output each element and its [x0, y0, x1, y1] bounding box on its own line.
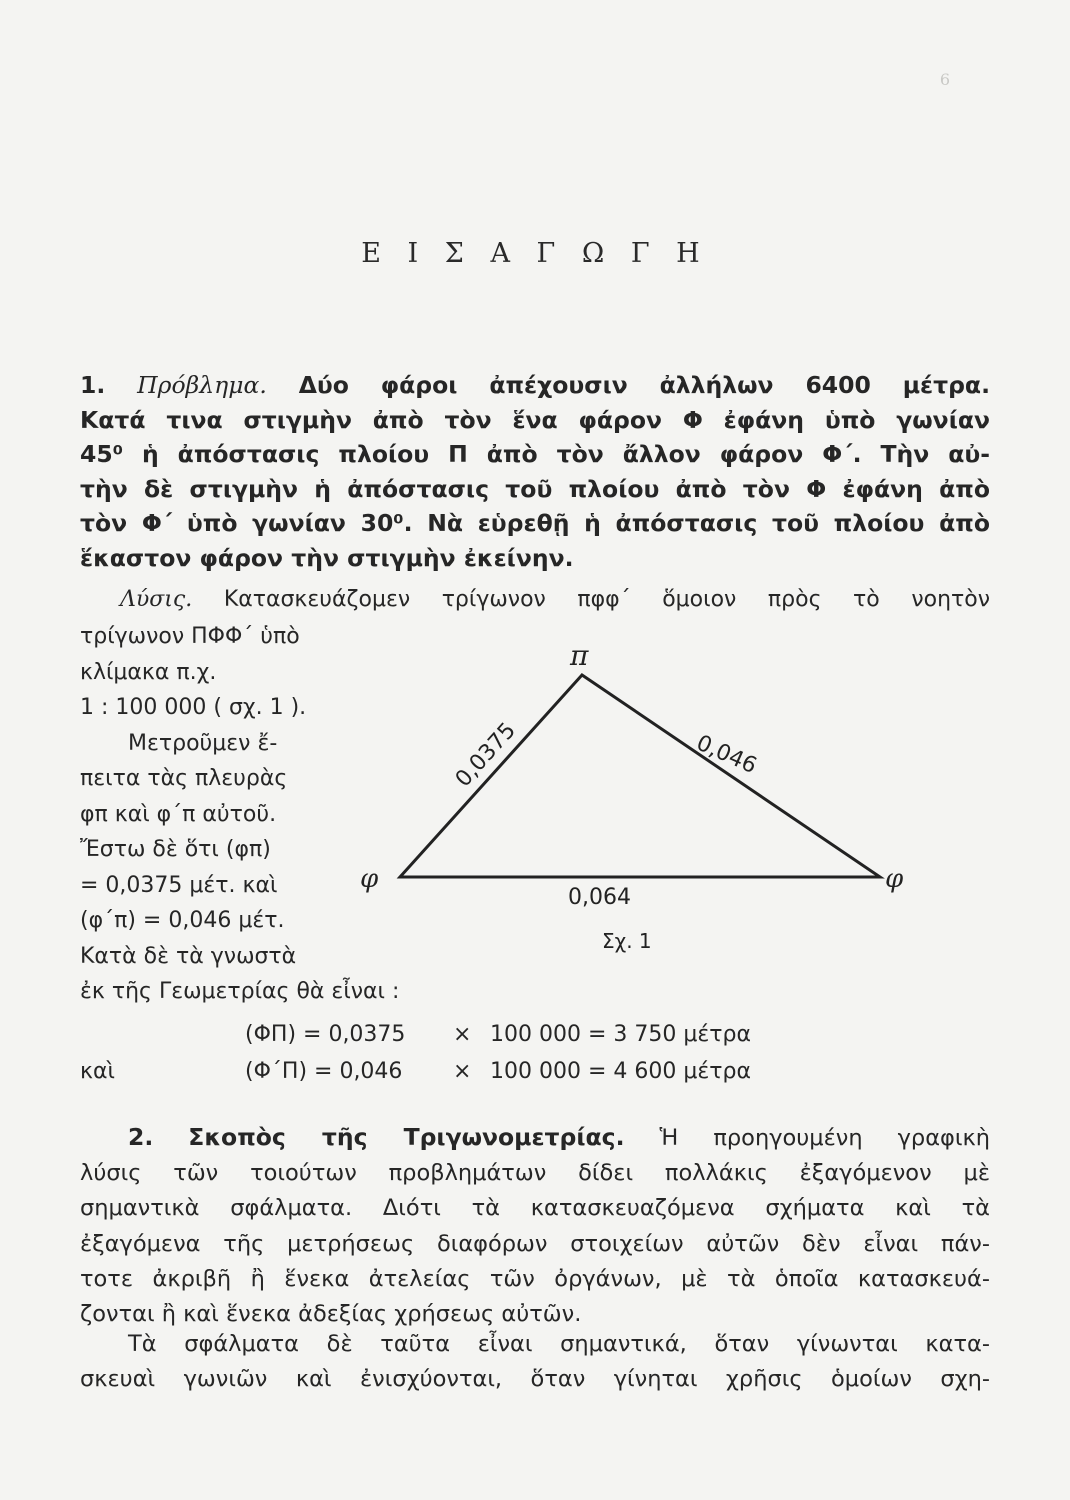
- equation-row-2-right: 100 000 = 4 600 μέτρα: [490, 1059, 751, 1084]
- equation-row-1-times: ×: [453, 1022, 472, 1047]
- vertex-phi-right-label: φ: [885, 864, 904, 894]
- solution-label: Λύσις.: [120, 587, 193, 612]
- vertex-pi-label: π: [570, 640, 589, 672]
- paragraph-3-line: σκευαὶ γωνιῶν καὶ ἐνισχύονται, ὅταν γίνηται χρῆσις ὁμοίων σχη-: [80, 1366, 990, 1393]
- paragraph-3: [80, 1327, 990, 1397]
- solution-line: Μετροῦμεν ἔ-: [128, 730, 278, 756]
- section-2-line: ζονται ἢ καὶ ἕνεκα ἀδεξίας χρήσεως αὐτῶν.: [80, 1301, 582, 1328]
- section-2-title: Σκοπὸς τῆς Τριγωνομετρίας.: [188, 1123, 625, 1151]
- page-heading: Ε Ι Σ Α Γ Ω Γ Η: [361, 238, 709, 269]
- section-2-line: ἐξαγόμενα τῆς μετρήσεως διαφόρων στοιχείων αὐτῶν δὲν εἶναι πάν-: [80, 1230, 990, 1257]
- solution-line: πειτα τὰς πλευρὰς: [80, 766, 288, 791]
- problem-line-3: 45⁰ ἡ ἀπόστασις πλοίου Π ἀπὸ τὸν ἄλλον φάρον Φ΄. Τὴν αὐ-: [80, 440, 990, 469]
- section-2-line: σημαντικὰ σφάλματα. Διότι τὰ κατασκευαζόμενα σχήματα καὶ τὰ: [80, 1195, 990, 1222]
- equation-kai: καὶ: [80, 1059, 115, 1084]
- solution-column: [80, 619, 400, 1010]
- equation-row-1-right: 100 000 = 3 750 μέτρα: [490, 1022, 751, 1047]
- solution-line: (φ΄π) = 0,046 μέτ.: [80, 908, 285, 933]
- side-left-label: 0,0375: [450, 718, 521, 793]
- solution-line: = 0,0375 μέτ. καὶ: [80, 872, 278, 898]
- page-number: 6: [939, 70, 950, 89]
- section-2-line-1: 2. Σκοπὸς τῆς Τριγωνομετρίας. Ἡ προηγουμένη γραφικὴ: [128, 1123, 991, 1151]
- section-2-number: 2.: [128, 1123, 154, 1151]
- solution-line: φπ καὶ φ΄π αὐτοῦ.: [80, 801, 277, 827]
- section-2-paragraph: [80, 1120, 990, 1332]
- side-right-label: 0,046: [692, 730, 761, 780]
- problem-label: Πρόβλημα.: [137, 371, 267, 399]
- side-base-label: 0,064: [568, 885, 631, 910]
- equation-row-1-left: (ΦΠ) = 0,0375: [245, 1022, 406, 1047]
- solution-line: κλίμακα π.χ.: [80, 659, 217, 685]
- solution-line: τρίγωνον ΠΦΦ΄ ὑπὸ: [80, 624, 300, 649]
- equation-row-2-times: ×: [453, 1059, 472, 1084]
- figure-caption: Σχ. 1: [602, 929, 652, 953]
- solution-first-line: Λύσις. Κατασκευάζομεν τρίγωνον πφφ΄ ὅμοιον πρὸς τὸ νοητὸν: [120, 587, 991, 612]
- section-2-line: τοτε ἀκριβῆ ἢ ἕνεκα ἀτελείας τῶν ὀργάνων, μὲ τὰ ὁποῖα κατασκευά-: [80, 1265, 990, 1292]
- solution-line: Κατὰ δὲ τὰ γνωστὰ: [80, 943, 297, 969]
- problem-line-4: τὴν δὲ στιγμὴν ἡ ἀπόστασις τοῦ πλοίου ἀπὸ τὸν Φ ἐφάνη ἀπὸ: [80, 474, 990, 503]
- problem-paragraph: [80, 368, 990, 576]
- solution-line: 1 : 100 000 ( σχ. 1 ).: [80, 695, 307, 720]
- problem-line-5: τὸν Φ΄ ὑπὸ γωνίαν 30⁰. Νὰ εὑρεθῇ ἡ ἀπόστασις τοῦ πλοίου ἀπὸ: [80, 509, 990, 538]
- problem-number: 1.: [80, 371, 106, 399]
- problem-line-6: ἕκαστον φάρον τὴν στιγμὴν ἐκείνην.: [80, 543, 574, 572]
- paragraph-3-line: Τὰ σφάλματα δὲ ταῦτα εἶναι σημαντικά, ὅταν γίνωνται κατα-: [128, 1331, 990, 1357]
- equation-row-2-left: (Φ΄Π) = 0,046: [245, 1059, 403, 1084]
- solution-line: Ἔστω δὲ ὅτι (φπ): [80, 837, 271, 862]
- problem-line-2: Κατά τινα στιγμὴν ἀπὸ τὸν ἕνα φάρον Φ ἐφάνη ὑπὸ γωνίαν: [80, 405, 990, 434]
- vertex-phi-left-label: φ: [360, 864, 379, 894]
- solution-line: ἐκ τῆς Γεωμετρίας θὰ εἶναι :: [80, 979, 400, 1004]
- triangle-figure: [350, 640, 910, 960]
- section-2-line: λύσις τῶν τοιούτων προβλημάτων δίδει πολλάκις ἐξαγόμενον μὲ: [80, 1160, 990, 1187]
- problem-line-1: 1. Πρόβλημα. Δύο φάροι ἀπέχουσιν ἀλλήλων 6400 μέτρα.: [80, 371, 990, 399]
